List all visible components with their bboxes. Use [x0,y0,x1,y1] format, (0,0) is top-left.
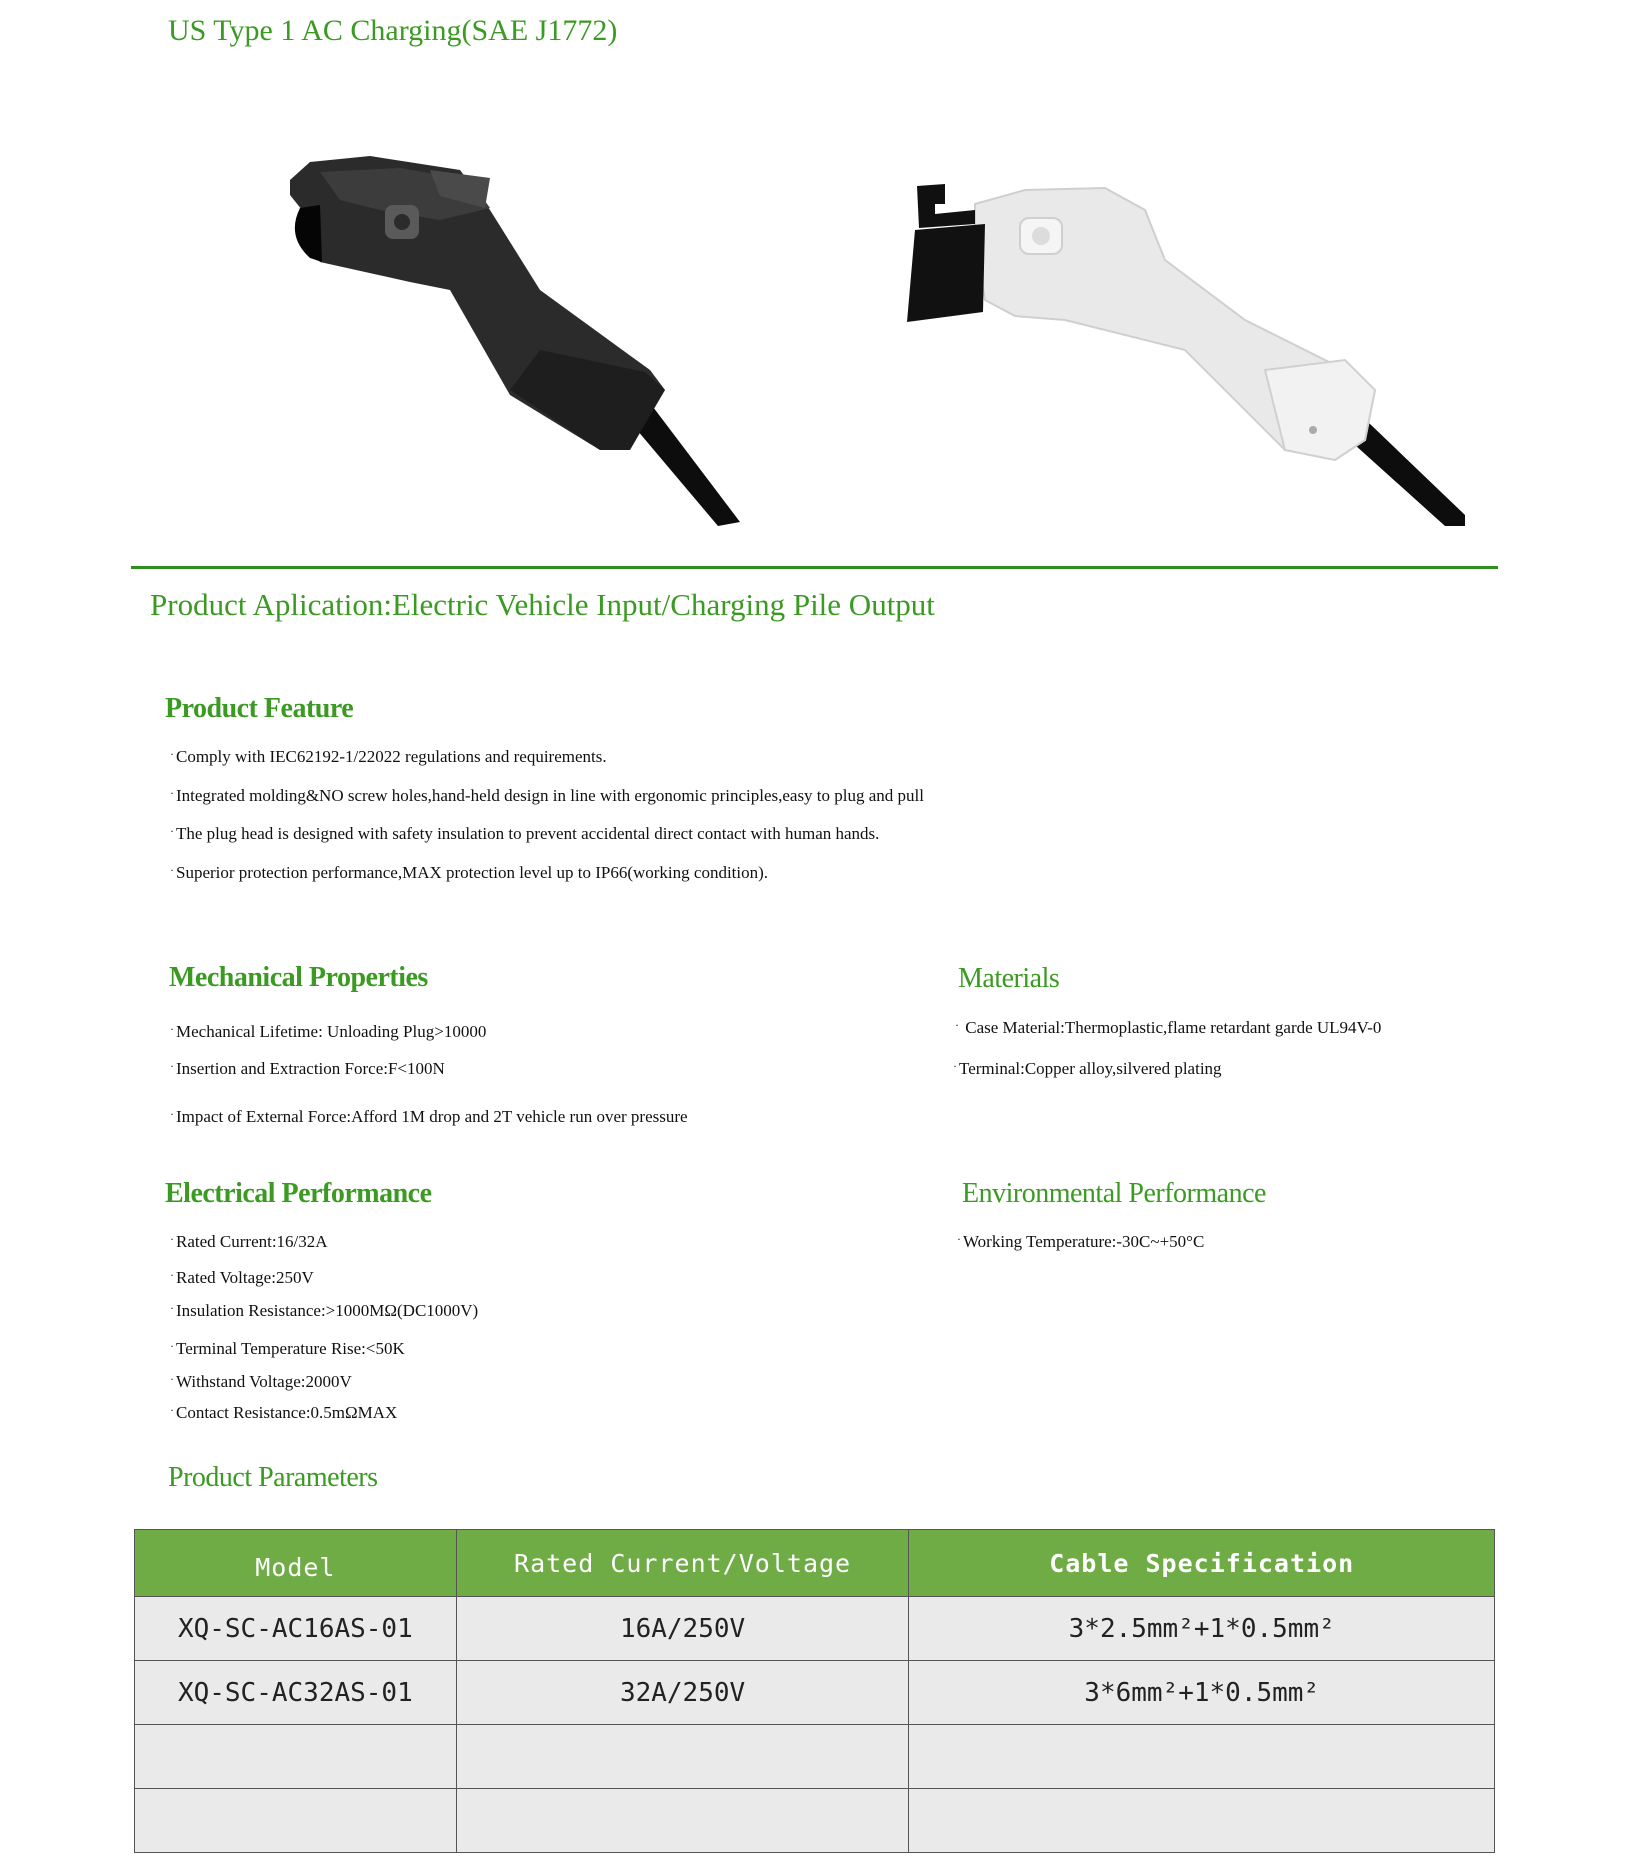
feature-item: · Superior protection performance,MAX protection level up to IP66(working condition). [170,863,769,882]
table-cell: 3*2.5mm²+1*0.5mm² [909,1597,1495,1661]
column-header-cable: Cable Specification [909,1530,1495,1597]
electrical-item: · Rated Voltage:250V [170,1268,314,1287]
section-divider [131,566,1498,569]
electrical-item: · Rated Current:16/32A [170,1232,328,1251]
feature-item: · Comply with IEC62192-1/22022 regulations and requirements. [170,747,607,766]
environmental-item: · Working Temperature:-30C~+50°C [957,1232,1205,1251]
environmental-item-text: Working Temperature:-30C~+50°C [963,1232,1205,1251]
mechanical-properties-heading: Mechanical Properties [169,962,428,993]
mechanical-item: · Insertion and Extraction Force:F<100N [170,1059,445,1078]
electrical-performance-heading: Electrical Performance [165,1178,432,1209]
product-parameters-table [134,1529,1495,1853]
table-cell [909,1789,1495,1853]
table-cell [135,1725,457,1789]
table-cell: XQ-SC-AC16AS-01 [135,1597,457,1661]
table-cell [909,1725,1495,1789]
black-ev-charging-plug-icon [280,150,750,526]
electrical-item: · Terminal Temperature Rise:<50K [170,1339,405,1358]
feature-item: · Integrated molding&NO screw holes,hand-held design in line with ergonomic principles,easy to plug and pull [170,786,924,805]
table-cell: 3*6mm²+1*0.5mm² [909,1661,1495,1725]
materials-item-text: Case Material:Thermoplastic,flame retardant garde UL94V-0 [965,1018,1382,1037]
materials-item-text: Terminal:Copper alloy,silvered plating [959,1059,1222,1078]
table-cell [456,1789,909,1853]
mechanical-item: · Mechanical Lifetime: Unloading Plug>10000 [170,1022,487,1041]
table-header-row [135,1530,1495,1597]
table-cell [135,1789,457,1853]
product-parameters-heading: Product Parameters [168,1462,378,1493]
electrical-item-text: Withstand Voltage:2000V [176,1372,352,1391]
electrical-item-text: Insulation Resistance:>1000MΩ(DC1000V) [176,1301,479,1320]
table-row [135,1597,1495,1661]
white-ev-plug-image [905,180,1470,526]
mechanical-item-text: Impact of External Force:Afford 1M drop and 2T vehicle run over pressure [176,1107,688,1126]
mechanical-item: · Impact of External Force:Afford 1M drop and 2T vehicle run over pressure [170,1107,688,1126]
column-header-rated: Rated Current/Voltage [456,1530,909,1597]
electrical-item: · Insulation Resistance:>1000MΩ(DC1000V) [170,1301,479,1320]
table-cell [456,1725,909,1789]
product-application-title: Product Aplication:Electric Vehicle Input/Charging Pile Output [150,587,935,622]
table-row [135,1789,1495,1853]
electrical-item-text: Rated Current:16/32A [176,1232,328,1251]
electrical-item: · Contact Resistance:0.5mΩMAX [170,1403,398,1422]
white-ev-charging-plug-icon [905,180,1470,526]
feature-item-text: Superior protection performance,MAX protection level up to IP66(working condition). [176,863,769,882]
black-ev-plug-image [280,150,750,526]
table-cell: 16A/250V [456,1597,909,1661]
mechanical-item-text: Insertion and Extraction Force:F<100N [176,1059,445,1078]
table-cell: XQ-SC-AC32AS-01 [135,1661,457,1725]
environmental-performance-heading: Environmental Performance [962,1178,1266,1209]
column-header-model: Model [135,1530,457,1597]
table-cell: 32A/250V [456,1661,909,1725]
electrical-item-text: Terminal Temperature Rise:<50K [176,1339,405,1358]
table-row [135,1661,1495,1725]
page-title: US Type 1 AC Charging(SAE J1772) [168,14,618,47]
materials-item: · Case Material:Thermoplastic,flame retardant garde UL94V-0 [955,1018,1382,1037]
electrical-item-text: Contact Resistance:0.5mΩMAX [176,1403,398,1422]
product-feature-heading: Product Feature [165,693,354,724]
mechanical-item-text: Mechanical Lifetime: Unloading Plug>10000 [176,1022,487,1041]
materials-heading: Materials [958,963,1060,994]
table-row [135,1725,1495,1789]
feature-item-text: The plug head is designed with safety insulation to prevent accidental direct contact with human hands. [176,824,880,843]
materials-item: · Terminal:Copper alloy,silvered plating [953,1059,1222,1078]
electrical-item: · Withstand Voltage:2000V [170,1372,352,1391]
electrical-item-text: Rated Voltage:250V [176,1268,314,1287]
feature-item-text: Comply with IEC62192-1/22022 regulations and requirements. [176,747,607,766]
feature-item: · The plug head is designed with safety insulation to prevent accidental direct contact with human hands. [170,824,880,843]
feature-item-text: Integrated molding&NO screw holes,hand-held design in line with ergonomic principles,easy to plug and pull [176,786,924,805]
